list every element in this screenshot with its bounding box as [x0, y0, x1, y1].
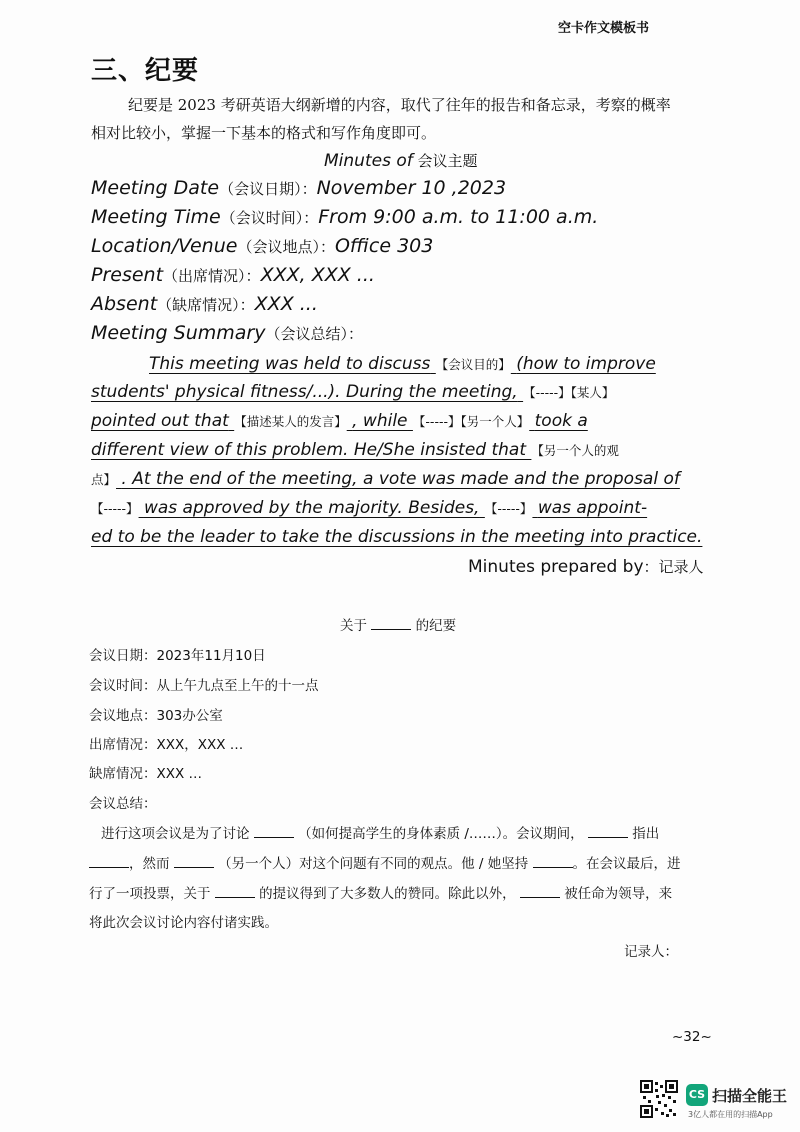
translation-para-line-3 [89, 882, 672, 902]
translation-para-line-1 [101, 822, 659, 842]
blank [588, 823, 628, 838]
translation-p2-b: （另一个人）对这个问题有不同的观点。他 / 她坚持 [218, 856, 529, 872]
meeting-date-cn: （会议日期）： [219, 180, 317, 198]
blank [520, 883, 560, 898]
meeting-time-label: Meeting Time [91, 206, 221, 228]
translation-p2-c: 。在会议最后，进 [572, 856, 681, 872]
page-number: ~32~ [672, 1029, 712, 1045]
translation-date: 会议日期：2023年11月10日 [89, 648, 266, 664]
body-l4-b: 【另一个人的观 [531, 443, 619, 458]
scanner-app-tagline: 3亿人都在用的扫描App [688, 1110, 773, 1119]
translation-present: 出席情况：XXX，XXX … [89, 737, 244, 753]
body-l6-d: was appoint- [537, 498, 648, 518]
summary-line [91, 322, 363, 344]
summary-label: Meeting Summary [91, 322, 266, 344]
prepared-by-label: Minutes prepared by [468, 557, 644, 577]
body-line-5 [91, 469, 680, 489]
present-label: Present [91, 264, 164, 286]
body-line-2 [91, 382, 614, 402]
absent-cn: （缺席情况）： [157, 296, 255, 314]
translation-p3-b: 的提议得到了大多数人的赞同。除此以外， [259, 886, 516, 902]
body-l6-c: 【-----】 [484, 501, 533, 516]
intro-line-2: 相对比较小，掌握一下基本的格式和写作角度即可。 [91, 124, 437, 142]
meeting-date-value: November 10 ,2023 [316, 177, 507, 199]
body-l5-a: 点】 [91, 472, 117, 487]
meeting-time-line [91, 206, 598, 228]
book-title: 空卡作文模板书 [558, 21, 650, 36]
translation-venue: 会议地点：303办公室 [89, 708, 223, 724]
translation-p3-c: 被任命为领导，来 [564, 886, 673, 902]
prepared-by-line [468, 556, 704, 577]
intro-line-1: 纪要是 2023 考研英语大纲新增的内容，取代了往年的报告和备忘录，考察的概率 [128, 96, 671, 114]
camscanner-logo-icon: CS [686, 1084, 708, 1106]
present-value: XXX, XXX ... [260, 264, 375, 286]
translation-title [340, 614, 456, 634]
body-l3-b: 【描述某人的发言】 [234, 414, 347, 429]
body-l7-a: ed to be the leader to take the discussions in the meeting into practice. [91, 527, 703, 547]
body-l3-c: , while [352, 411, 408, 431]
body-l3-a: pointed out that [91, 411, 229, 431]
body-l6-a: 【-----】 [91, 501, 139, 516]
venue-cn: （会议地点）： [237, 238, 335, 256]
translation-absent: 缺席情况：XXX … [89, 766, 203, 782]
blank [533, 853, 573, 868]
translation-para-line-4: 将此次会议讨论内容付诸实践。 [89, 915, 278, 931]
body-l4-a: different view of this problem. He/She insisted that [91, 440, 526, 460]
blank [174, 853, 214, 868]
body-l1-b: 【会议目的】 [435, 357, 511, 372]
absent-label: Absent [91, 293, 158, 315]
qr-code-icon [640, 1080, 678, 1118]
body-l1-c: (how to improve [516, 354, 656, 374]
body-l3-d: 【-----】【另一个人】 [412, 414, 530, 429]
translation-para-line-2 [89, 852, 681, 872]
present-line [91, 264, 375, 286]
template-title-cn: 会议主题 [412, 152, 478, 170]
translation-p1-a: 进行这项会议是为了讨论 [101, 826, 250, 842]
body-l2-b: 【-----】【某人】 [523, 385, 615, 400]
body-line-3 [91, 411, 588, 431]
translation-p1-c: 指出 [632, 826, 660, 842]
translation-time: 会议时间：从上午九点至上午的十一点 [89, 678, 319, 694]
scanner-app-name: 扫描全能王 [712, 1087, 788, 1105]
body-line-4 [91, 440, 619, 460]
section-title: 三、纪要 [91, 56, 200, 86]
meeting-time-cn: （会议时间）： [220, 209, 319, 227]
translation-summary: 会议总结： [89, 796, 157, 812]
body-line-6 [91, 498, 647, 518]
body-l2-a: students' physical fitness/...). During the meeting, [91, 382, 518, 402]
body-line-7 [91, 527, 702, 547]
body-l3-e: took a [534, 411, 588, 431]
meeting-time-value: From 9:00 a.m. to 11:00 a.m. [318, 206, 599, 228]
body-l5-b: . At the end of the meeting, a vote was made and the proposal of [121, 469, 680, 489]
absent-value: XXX ... [254, 293, 318, 315]
present-cn: （出席情况）： [163, 267, 261, 285]
venue-value: Office 303 [334, 235, 434, 257]
blank [89, 853, 129, 868]
body-l6-b: was approved by the majority. Besides, [143, 498, 480, 518]
body-l1-a: This meeting was held to discuss [149, 354, 431, 374]
summary-cn: （会议总结）： [265, 325, 363, 343]
venue-line [91, 235, 433, 257]
translation-recorder: 记录人： [624, 944, 678, 960]
translation-title-b: 的纪要 [415, 618, 457, 634]
translation-p1-b: （如何提高学生的身体素质 /……）。会议期间， [298, 826, 584, 842]
translation-p2-a: ，然而 [129, 856, 170, 872]
body-line-1 [91, 354, 656, 374]
meeting-date-line [91, 177, 506, 199]
translation-title-a: 关于 [340, 618, 367, 634]
venue-label: Location/Venue [91, 235, 238, 257]
absent-line [91, 293, 318, 315]
meeting-date-label: Meeting Date [91, 177, 220, 199]
blank [371, 615, 411, 630]
translation-p3-a: 行了一项投票，关于 [89, 886, 211, 902]
template-title-en: Minutes of [324, 151, 413, 171]
blank [254, 823, 294, 838]
blank [215, 883, 255, 898]
template-title [324, 150, 478, 171]
prepared-by-cn: ：记录人 [643, 558, 704, 576]
